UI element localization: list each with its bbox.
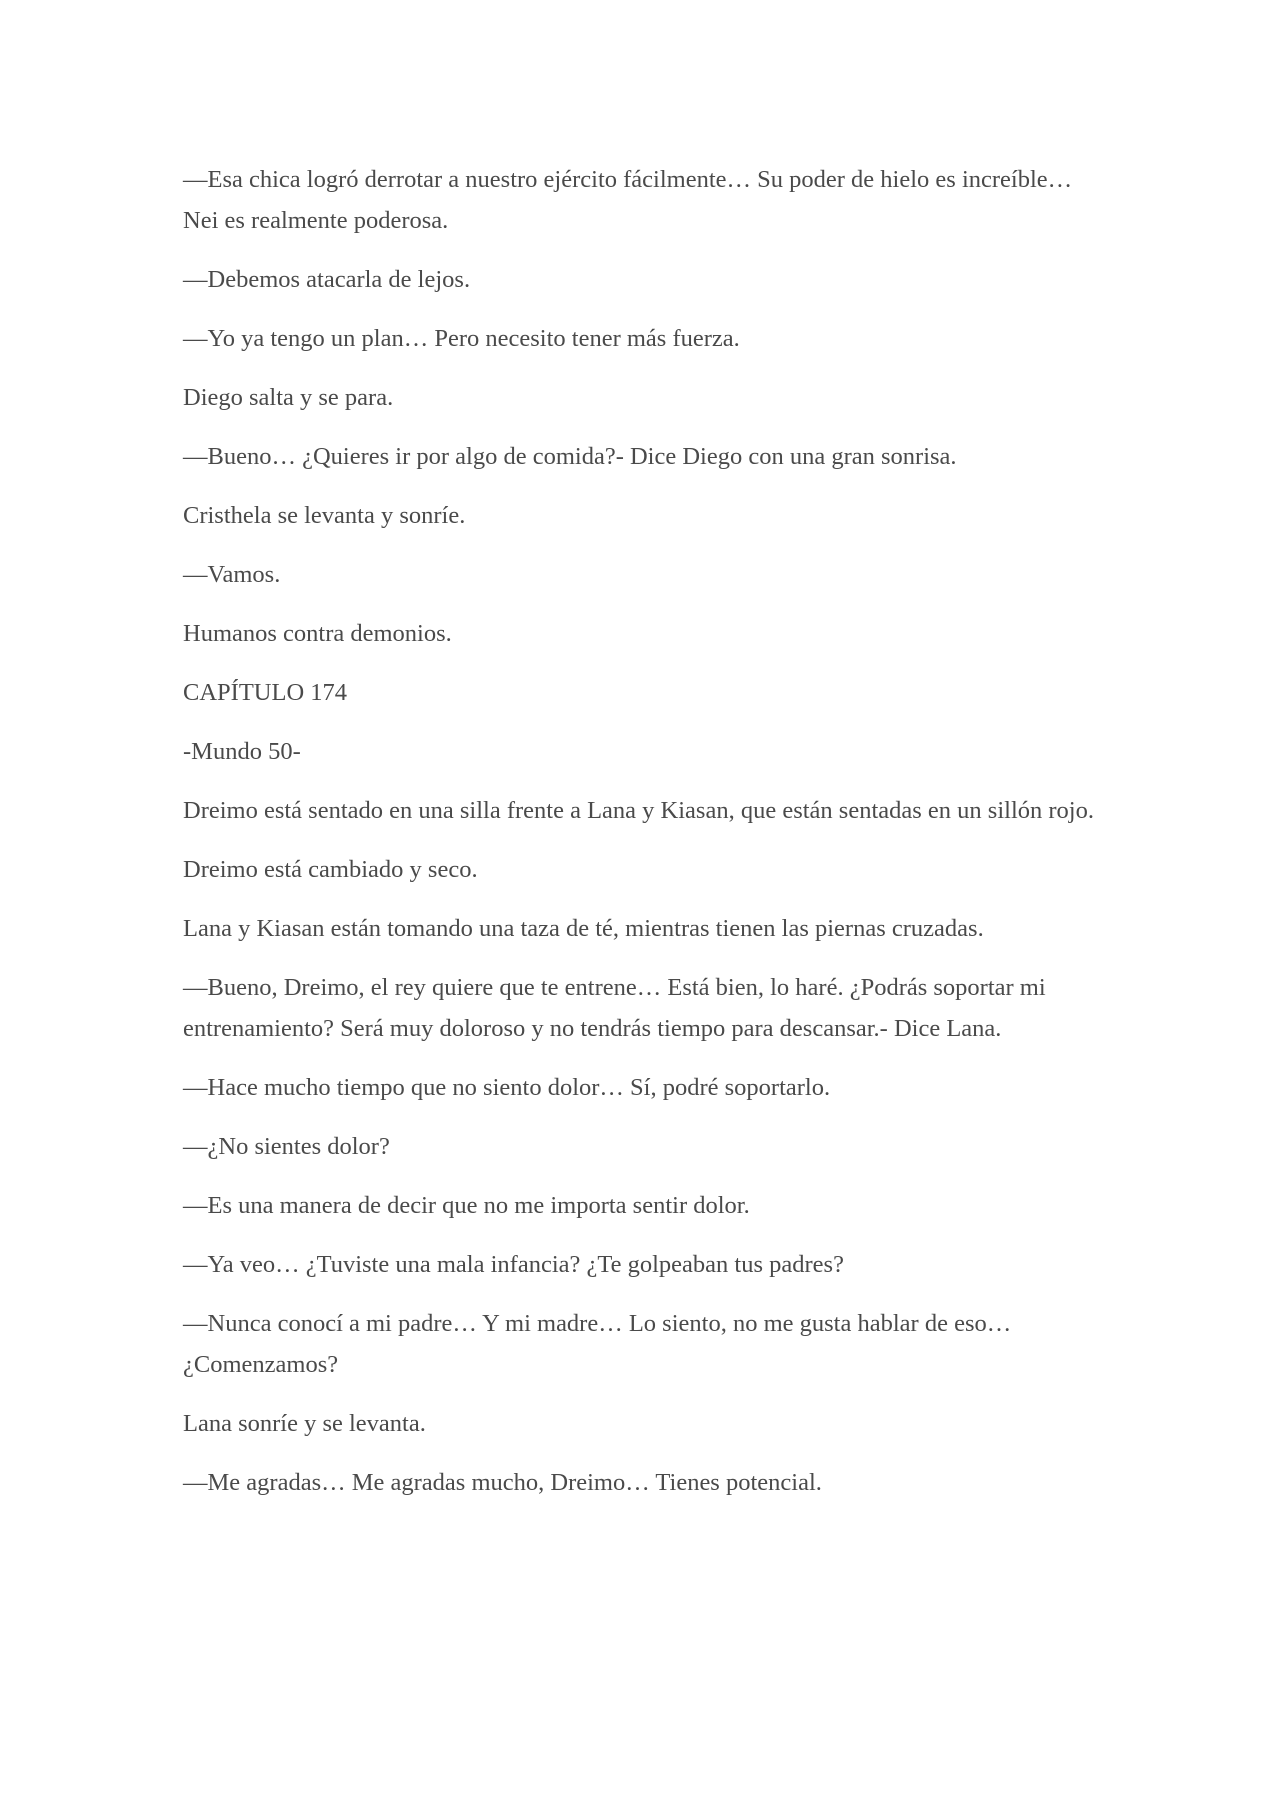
document-body — [183, 159, 1103, 1521]
paragraph: Lana sonríe y se levanta. — [183, 1410, 426, 1437]
paragraph: Dreimo está cambiado y seco. — [183, 856, 478, 883]
paragraph: Humanos contra demonios. — [183, 620, 452, 647]
paragraph: —Nunca conocí a mi padre… Y mi madre… Lo siento, no me gusta hablar de eso… ¿Comenzamos? — [183, 1310, 1012, 1378]
paragraph: —Me agradas… Me agradas mucho, Dreimo… Tienes potencial. — [183, 1469, 822, 1496]
paragraph: —Vamos. — [183, 561, 281, 588]
paragraph: —Esa chica logró derrotar a nuestro ejército fácilmente… Su poder de hielo es increíble… Nei es realmente poderosa. — [183, 166, 1073, 234]
chapter-heading: CAPÍTULO 174 — [183, 679, 348, 706]
paragraph: —Bueno… ¿Quieres ir por algo de comida?- Dice Diego con una gran sonrisa. — [183, 443, 957, 470]
paragraph: Cristhela se levanta y sonríe. — [183, 502, 466, 529]
paragraph: Diego salta y se para. — [183, 384, 394, 411]
paragraph: Lana y Kiasan están tomando una taza de té, mientras tienen las piernas cruzadas. — [183, 915, 984, 942]
paragraph: —Ya veo… ¿Tuviste una mala infancia? ¿Te golpeaban tus padres? — [183, 1251, 844, 1278]
paragraph: —Bueno, Dreimo, el rey quiere que te entrene… Está bien, lo haré. ¿Podrás soportar mi entrenamiento? Será muy doloroso y no tendrás tiempo para descansar.- Dice Lana. — [183, 974, 1046, 1042]
paragraph: —Hace mucho tiempo que no siento dolor… Sí, podré soportarlo. — [183, 1074, 831, 1101]
paragraph: —Es una manera de decir que no me importa sentir dolor. — [183, 1192, 750, 1219]
paragraph: —¿No sientes dolor? — [183, 1133, 390, 1160]
paragraph: —Debemos atacarla de lejos. — [183, 266, 471, 293]
paragraph: —Yo ya tengo un plan… Pero necesito tener más fuerza. — [183, 325, 740, 352]
world-heading: -Mundo 50- — [183, 738, 301, 765]
paragraph: Dreimo está sentado en una silla frente a Lana y Kiasan, que están sentadas en un sillón rojo. — [183, 797, 1094, 824]
